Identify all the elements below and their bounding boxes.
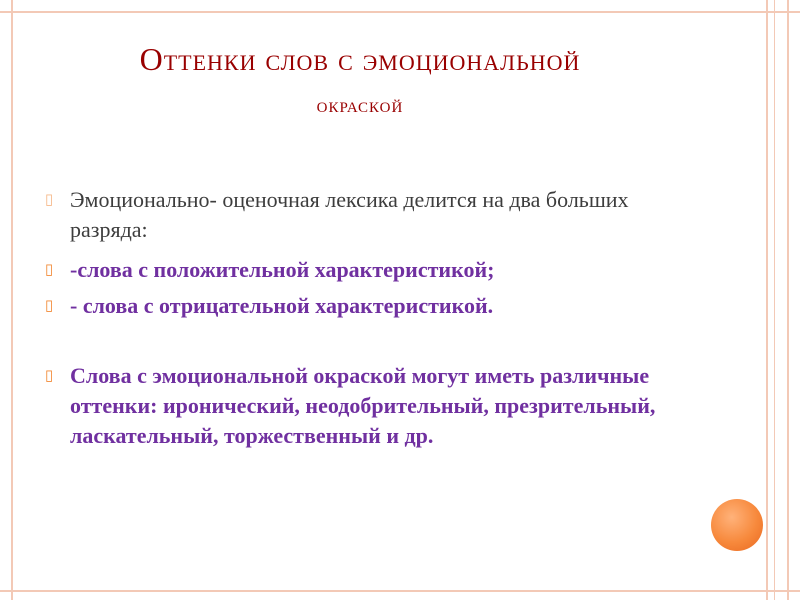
bullet-item-intro [42, 185, 672, 245]
bullet-item-shades [42, 361, 672, 451]
frame-line-top [0, 11, 800, 13]
frame-line-right-1 [766, 0, 768, 600]
bullet-text: Слова с эмоциональной окраской могут иметь различные оттенки: иронический, неодобрительный, презрительный, ласкательный, торжественный и др. [70, 363, 656, 448]
bullet-marker-icon: ▯ [44, 192, 54, 208]
bullet-item-positive [42, 255, 672, 285]
bullet-text: -слова с положительной характеристикой; [70, 257, 495, 282]
frame-line-right-3 [787, 0, 789, 600]
slide-body [42, 185, 672, 451]
frame-line-bottom [0, 590, 800, 592]
title-line-2: окраской [316, 92, 404, 118]
frame-line-right-2 [774, 0, 775, 600]
bullet-marker-icon: ▯ [44, 298, 54, 314]
frame-line-left [11, 0, 13, 600]
title-line-1: Оттенки слов с эмоциональной [139, 41, 581, 77]
orange-circle-decoration [711, 499, 763, 551]
slide-title [60, 40, 660, 119]
bullet-item-negative [42, 291, 672, 321]
bullet-marker-icon: ▯ [44, 262, 54, 278]
bullet-text: Эмоционально- оценочная лексика делится на два больших разряда: [70, 187, 629, 242]
bullet-text: - слова с отрицательной характеристикой. [70, 293, 494, 318]
bullet-marker-icon: ▯ [44, 368, 54, 384]
